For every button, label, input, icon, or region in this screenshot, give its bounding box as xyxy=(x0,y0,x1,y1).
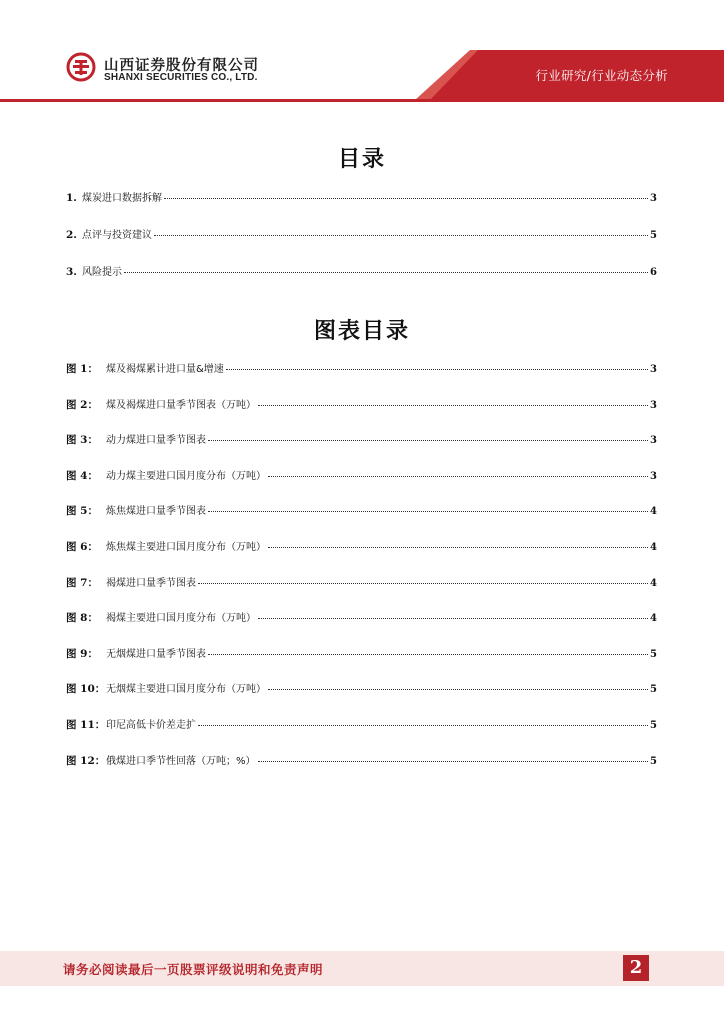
toc-entry-page: 5 xyxy=(650,230,657,241)
report-type: 行业研究/行业动态分析 xyxy=(535,68,668,83)
figure-entry-page: 5 xyxy=(650,648,657,660)
figure-entry[interactable] xyxy=(66,680,657,694)
company-name-cn: 山西证券股份有限公司 xyxy=(104,58,259,74)
dot-leader xyxy=(258,405,648,406)
figure-entry-label: 炼焦煤主要进口国月度分布（万吨） xyxy=(106,542,266,553)
figure-entry-number: 图 6： xyxy=(66,541,98,553)
figure-entry-number: 图 12： xyxy=(66,754,106,767)
figure-entry-number: 图 1： xyxy=(66,363,98,375)
figure-entry[interactable] xyxy=(66,538,657,552)
figure-entry[interactable] xyxy=(66,645,657,659)
figure-entry[interactable] xyxy=(66,431,657,445)
dot-leader xyxy=(154,235,648,236)
dot-leader xyxy=(208,440,648,441)
figure-entry-page: 3 xyxy=(650,470,657,482)
toc-entry-number: 1. xyxy=(66,192,77,204)
dot-leader xyxy=(208,654,648,655)
figure-entry[interactable] xyxy=(66,360,657,374)
figure-entry-page: 4 xyxy=(650,577,657,589)
toc-entry-label: 风险提示 xyxy=(82,267,122,278)
figure-entry-label: 煤及褐煤累计进口量&增速 xyxy=(106,364,224,375)
figure-entry-page: 5 xyxy=(650,684,657,696)
toc-entry[interactable] xyxy=(66,226,657,240)
page-header xyxy=(0,0,724,100)
figure-entry-label: 煤及褐煤进口量季节图表（万吨） xyxy=(106,399,256,411)
dot-leader xyxy=(198,725,648,726)
toc-entry-number: 2. xyxy=(66,229,77,241)
toc-entry-page: 3 xyxy=(650,193,657,204)
figure-entry-page: 4 xyxy=(650,613,657,625)
figure-entry-label: 印尼高低卡价差走扩 xyxy=(106,720,196,731)
dot-leader xyxy=(226,369,648,370)
figure-entry[interactable] xyxy=(66,609,657,623)
figure-entry[interactable] xyxy=(66,502,657,516)
figure-entry-number: 图 9： xyxy=(66,647,98,660)
figure-entry-page: 5 xyxy=(650,720,657,731)
figure-entry[interactable] xyxy=(66,716,657,730)
dot-leader xyxy=(208,511,648,512)
figure-entry-number: 图 2： xyxy=(66,398,98,411)
dot-leader xyxy=(258,761,649,762)
dot-leader xyxy=(268,547,648,548)
page-number: 2 xyxy=(623,955,649,981)
figure-entry-number: 图 10： xyxy=(66,683,106,696)
figure-entry-page: 5 xyxy=(650,755,657,767)
figure-entry-label: 褐煤主要进口国月度分布（万吨） xyxy=(106,613,256,625)
dot-leader xyxy=(268,689,648,690)
figure-entry-label: 俄煤进口季节性回落（万吨；%） xyxy=(106,755,256,767)
figure-entry-number: 图 8： xyxy=(66,612,98,625)
figure-entry-label: 炼焦煤进口量季节图表 xyxy=(106,506,206,518)
figure-entry-number: 图 4： xyxy=(66,469,98,482)
company-name-en: SHANXI SECURITIES CO., LTD. xyxy=(104,72,258,83)
figure-entry-page: 3 xyxy=(650,399,657,411)
figure-entry-number: 图 7： xyxy=(66,576,98,589)
figure-entry-label: 褐煤进口量季节图表 xyxy=(106,577,196,589)
toc-entry[interactable] xyxy=(66,189,657,203)
figure-entry-page: 4 xyxy=(650,542,657,553)
toc-entry[interactable] xyxy=(66,263,657,277)
toc-entry-label: 煤炭进口数据拆解 xyxy=(82,193,162,204)
header-divider xyxy=(0,99,724,102)
figure-entry-label: 无烟煤主要进口国月度分布（万吨） xyxy=(106,684,266,696)
toc-title: 目录 xyxy=(337,147,386,172)
dot-leader xyxy=(268,476,648,477)
figure-entry[interactable] xyxy=(66,752,657,766)
figures-toc-title: 图表目录 xyxy=(313,319,410,344)
figure-entry[interactable] xyxy=(66,574,657,588)
footer-disclaimer: 请务必阅读最后一页股票评级说明和免责声明 xyxy=(63,962,324,977)
figure-entry-number: 图 11： xyxy=(66,719,106,731)
shanxi-securities-logo-icon xyxy=(66,52,96,82)
figure-entry-page: 3 xyxy=(650,364,657,375)
figure-entry[interactable] xyxy=(66,467,657,481)
figure-entry[interactable] xyxy=(66,396,657,410)
toc-entry-number: 3. xyxy=(66,266,77,278)
dot-leader xyxy=(164,198,648,199)
figure-entry-number: 图 3： xyxy=(66,434,98,447)
figure-entry-page: 4 xyxy=(650,506,657,518)
toc-entry-label: 点评与投资建议 xyxy=(82,230,152,241)
dot-leader xyxy=(124,272,648,273)
figure-entry-label: 动力煤主要进口国月度分布（万吨） xyxy=(106,470,266,482)
figure-entry-label: 动力煤进口量季节图表 xyxy=(106,435,206,447)
figure-entry-number: 图 5： xyxy=(66,505,98,518)
dot-leader xyxy=(198,583,648,584)
dot-leader xyxy=(258,618,648,619)
figure-entry-page: 3 xyxy=(650,435,657,447)
figure-entry-label: 无烟煤进口量季节图表 xyxy=(106,648,206,660)
toc-entry-page: 6 xyxy=(650,267,657,278)
